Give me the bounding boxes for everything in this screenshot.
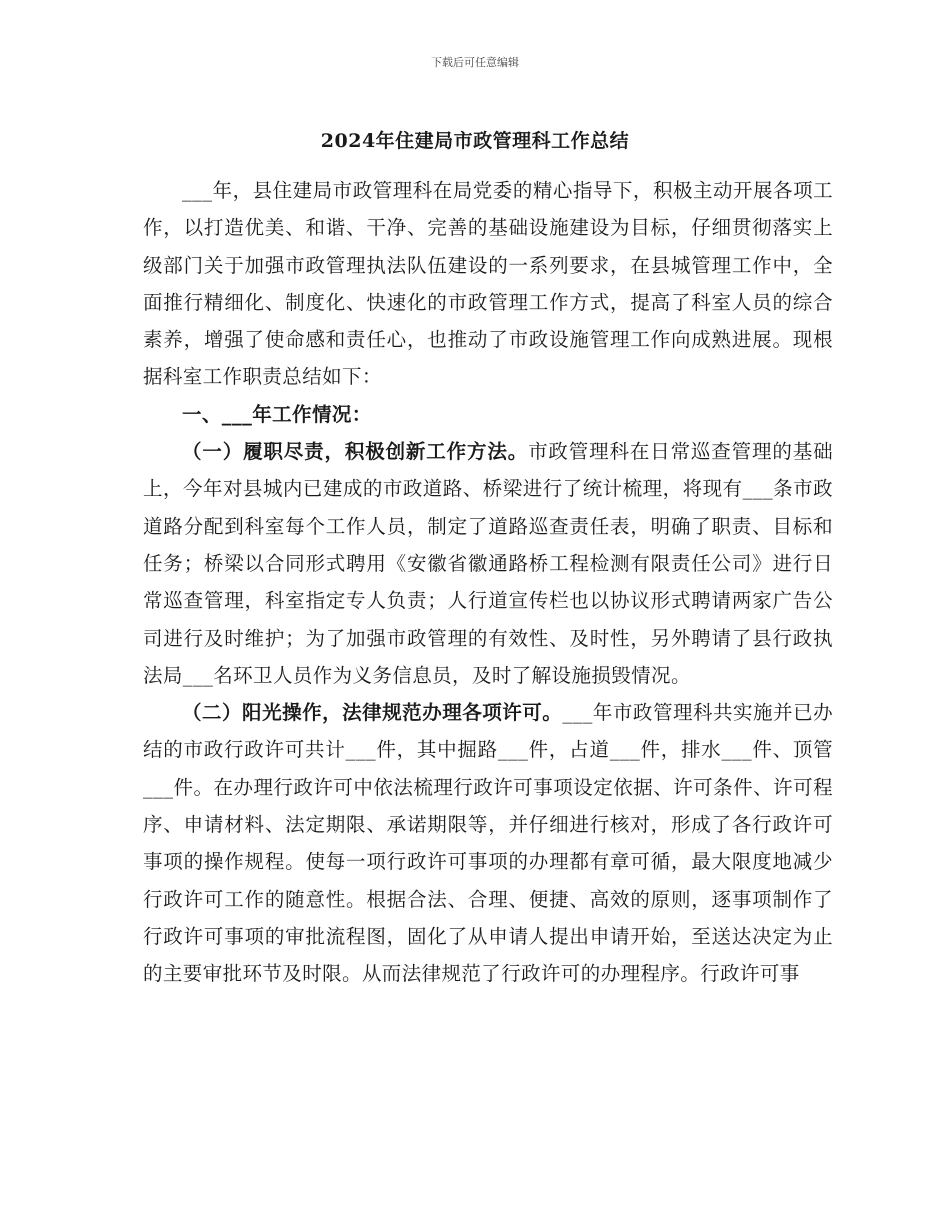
document-body — [143, 172, 833, 993]
header-note: 下载后可任意编辑 — [431, 56, 519, 69]
section-heading: 一、___年工作情况： — [182, 402, 372, 426]
item1-paragraph — [143, 433, 833, 694]
item1-lead: （一）履职尽责，积极创新工作方法。 — [182, 440, 529, 464]
intro-paragraph: ___年，县住建局市政管理科在局党委的精心指导下，积极主动开展各项工作，以打造优美、和谐、干净、完善的基础设施建设为目标，仔细贯彻落实上级部门关于加强市政管理执法队伍建设的一系列要求，在县城管理工作中，全面推行精细化、制度化、快速化的市政管理工作方式，提高了科室人员的综合素养，增强了使命感和责任心，也推动了市政设施管理工作向成熟进展。现根据科室工作职责总结如下： — [143, 179, 833, 389]
item2-text: ___年市政管理科共实施并已办结的市政行政许可共计___件，其中掘路___件，占道___件，排水___件、顶管___件。在办理行政许可中依法梳理行政许可事项设定依据、许可条件、许可程序、申请材料、法定期限、承诺期限等，并仔细进行核对，形成了各行政许可事项的操作规程。使每一项行政许可事项的办理都有章可循，最大限度地减少行政许可工作的随意性。根据合法、合理、便捷、高效的原则，逐事项制作了行政许可事项的审批流程图，固化了从申请人提出申请开始，至送达决定为止的主要审批环节及时限。从而法律规范了行政许可的办理程序。行政许可事 — [143, 701, 833, 986]
item1-text: 市政管理科在日常巡查管理的基础上，今年对县城内已建成的市政道路、桥梁进行了统计梳理，将现有___条市政道路分配到科室每个工作人员，制定了道路巡查责任表，明确了职责、目标和任务；桥梁以合同形式聘用《安徽省徽通路桥工程检测有限责任公司》进行日常巡查管理，科室指定专人负责；人行道宣传栏也以协议形式聘请两家广告公司进行及时维护；为了加强市政管理的有效性、及时性，另外聘请了县行政执法局___名环卫人员作为义务信息员，及时了解设施损毁情况。 — [143, 440, 833, 687]
item2-lead: （二）阳光操作，法律规范办理各项许可。 — [182, 701, 563, 725]
document-title: 2024年住建局市政管理科工作总结 — [320, 130, 630, 152]
item2-paragraph — [143, 694, 833, 992]
